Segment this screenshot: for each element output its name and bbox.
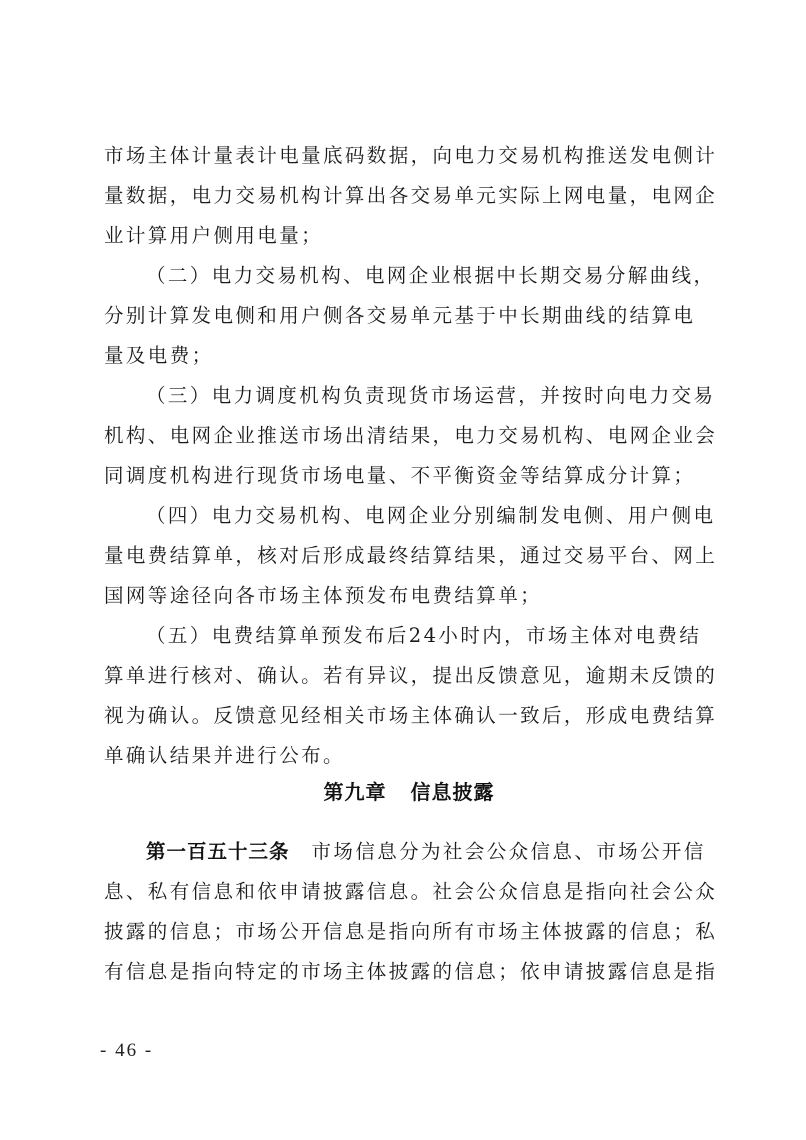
text-line: 算单进行核对、确认。若有异议，提出反馈意见，逾期未反馈的 xyxy=(104,664,718,687)
chapter-number: 第九章 xyxy=(323,780,387,804)
text-line: 有信息是指向特定的市场主体披露的信息；依申请披露信息是指 xyxy=(104,960,718,983)
page-number: - 46 - xyxy=(100,1040,154,1061)
chapter-title: 信息披露 xyxy=(410,780,495,804)
text-line: 同调度机构进行现货市场电量、不平衡资金等结算成分计算； xyxy=(104,464,696,487)
text-line: （五）电费结算单预发布后24小时内，市场主体对电费结 xyxy=(146,624,702,647)
paragraph-item-4 xyxy=(104,496,718,616)
paragraph-item-3 xyxy=(104,376,718,496)
text-line: 业计算用户侧用电量； xyxy=(104,224,324,247)
article-first-line: 市场信息分为社会公众信息、市场公开信 xyxy=(311,840,706,863)
article-title: 第一百五十三条 xyxy=(146,840,290,863)
text-line: 国网等途径向各市场主体预发布电费结算单； xyxy=(104,584,543,607)
paragraph-item-2 xyxy=(104,256,714,376)
text-line: （二）电力交易机构、电网企业根据中长期交易分解曲线， xyxy=(146,264,716,287)
text-line: 视为确认。反馈意见经相关市场主体确认一致后，形成电费结算 xyxy=(104,704,718,727)
text-line: 量电费结算单，核对后形成最终结算结果，通过交易平台、网上 xyxy=(104,544,718,567)
text-line xyxy=(104,832,714,872)
paragraph-item-5 xyxy=(104,616,718,776)
text-line: 机构、电网企业推送市场出清结果，电力交易机构、电网企业会 xyxy=(104,424,718,447)
text-line: 息、私有信息和依申请披露信息。社会公众信息是指向社会公众 xyxy=(104,880,718,903)
text-line: 市场主体计量表计电量底码数据，向电力交易机构推送发电侧计 xyxy=(104,144,718,167)
text-line: 单确认结果并进行公布。 xyxy=(104,744,345,767)
paragraph-article-153 xyxy=(104,832,718,992)
chapter-heading xyxy=(104,776,714,805)
text-line: 量数据，电力交易机构计算出各交易单元实际上网电量，电网企 xyxy=(104,184,718,207)
text-line: 分别计算发电侧和用户侧各交易单元基于中长期曲线的结算电 xyxy=(104,304,696,327)
text-line: 量及电费； xyxy=(104,344,214,367)
text-line: （四）电力交易机构、电网企业分别编制发电侧、用户侧电 xyxy=(146,504,716,527)
text-line: 披露的信息；市场公开信息是指向所有市场主体披露的信息；私 xyxy=(104,920,718,943)
text-line: （三）电力调度机构负责现货市场运营，并按时向电力交易 xyxy=(146,384,716,407)
paragraph-section-1-continuation xyxy=(104,136,718,256)
